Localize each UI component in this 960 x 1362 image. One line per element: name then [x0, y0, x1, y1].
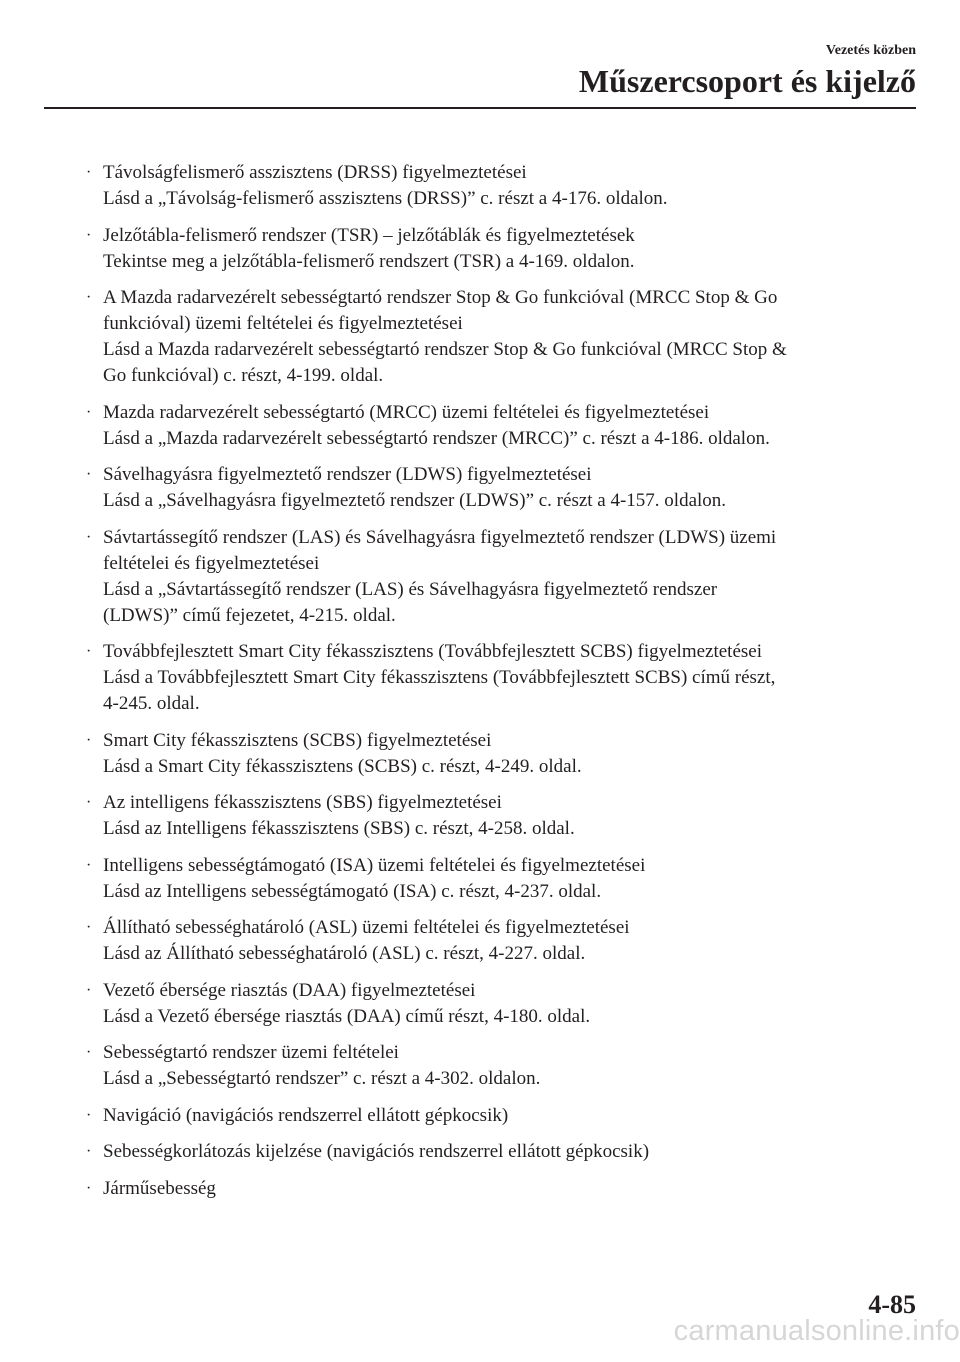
list-item	[86, 639, 916, 717]
item-title: Sebességkorlátozás kijelzése (navigációs rendszerrel ellátott gépkocsik)	[103, 1141, 650, 1162]
item-title: Smart City fékasszisztens (SCBS) figyelmeztetései	[103, 729, 492, 751]
item-text-line: Lásd az Intelligens fékasszisztens (SBS) c. részt, 4-258. oldal.	[103, 818, 575, 839]
chapter-title: Műszercsoport és kijelző	[578, 63, 916, 99]
list-item	[86, 1040, 916, 1092]
section-label: Vezetés közben	[825, 43, 916, 58]
list-item	[86, 728, 916, 780]
bullet-dot: ·	[86, 289, 92, 306]
item-title: Sávelhagyásra figyelmeztető rendszer (LDWS) figyelmeztetései	[103, 464, 592, 485]
item-title: Távolságfelismerő asszisztens (DRSS) figyelmeztetései	[103, 162, 527, 183]
bullet-dot: ·	[86, 528, 92, 546]
bullet-dot: ·	[86, 731, 92, 749]
item-title: Sávtartássegítő rendszer (LAS) és Sávelhagyásra figyelmeztető rendszer (LDWS) üzemi	[103, 526, 777, 548]
item-title: Jelzőtábla-felismerő rendszer (TSR) – jelzőtáblák és figyelmeztetések	[103, 224, 635, 246]
list-item	[86, 462, 916, 514]
item-text-line: feltételei és figyelmeztetései	[103, 552, 320, 574]
list-item	[86, 1139, 916, 1165]
bullet-dot: ·	[86, 1143, 92, 1160]
item-title: Vezető ébersége riasztás (DAA) figyelmeztetései	[103, 979, 476, 1001]
item-text-line: Lásd a Mazda radarvezérelt sebességtartó rendszer Stop & Go funkcióval (MRCC Stop &	[103, 339, 787, 360]
item-text-line: Lásd a „Sebességtartó rendszer” c. részt a 4-302. oldalon.	[103, 1068, 541, 1089]
item-text-line: Lásd az Állítható sebességhatároló (ASL) c. részt, 4-227. oldal.	[103, 943, 586, 964]
bullet-dot: ·	[86, 226, 92, 244]
bullet-dot: ·	[86, 1044, 92, 1061]
item-text-line: Lásd az Intelligens sebességtámogató (ISA) c. részt, 4-237. oldal.	[103, 880, 602, 902]
list-item	[86, 790, 916, 842]
list-item	[86, 978, 916, 1030]
item-text-line: Go funkcióval) c. részt, 4-199. oldal.	[103, 365, 384, 386]
bullet-dot: ·	[86, 164, 92, 181]
list-item	[86, 1176, 916, 1202]
bullet-dot: ·	[86, 403, 92, 421]
item-text-line: Lásd a Vezető ébersége riasztás (DAA) című részt, 4-180. oldal.	[103, 1005, 591, 1027]
bullet-dot: ·	[86, 1179, 92, 1197]
item-title: Továbbfejlesztett Smart City fékasszisztens (Továbbfejlesztett SCBS) figyelmeztetései	[103, 641, 762, 662]
item-text-line: 4-245. oldal.	[103, 693, 200, 714]
item-title: Járműsebesség	[103, 1177, 216, 1199]
watermark-text: carmanualsonline.info	[673, 1315, 960, 1347]
item-text-line: Lásd a „Sávtartássegítő rendszer (LAS) és Sávelhagyásra figyelmeztető rendszer	[103, 578, 718, 600]
item-text-line: Lásd a „Távolság-felismerő asszisztens (DRSS)” c. részt a 4-176. oldalon.	[103, 188, 668, 209]
item-title: Navigáció (navigációs rendszerrel ellátott gépkocsik)	[103, 1104, 509, 1126]
bullet-dot: ·	[86, 1106, 92, 1124]
bullet-dot: ·	[86, 981, 92, 999]
header-divider	[44, 107, 916, 109]
list-item	[86, 853, 916, 905]
page-header	[579, 42, 916, 100]
item-title: Állítható sebességhatároló (ASL) üzemi feltételei és figyelmeztetései	[103, 917, 630, 938]
item-title: Intelligens sebességtámogató (ISA) üzemi feltételei és figyelmeztetései	[103, 854, 646, 876]
item-text-line: Tekintse meg a jelzőtábla-felismerő rendszert (TSR) a 4-169. oldalon.	[103, 250, 635, 272]
item-text-line: (LDWS)” című fejezetet, 4-215. oldal.	[103, 604, 396, 626]
item-title: Sebességtartó rendszer üzemi feltételei	[103, 1042, 399, 1063]
bullet-dot: ·	[86, 794, 92, 811]
item-title: Az intelligens fékasszisztens (SBS) figyelmeztetései	[103, 792, 502, 813]
list-item	[86, 223, 916, 275]
list-item	[86, 160, 916, 212]
list-item	[86, 525, 916, 629]
list-item	[86, 915, 916, 967]
list-item	[86, 285, 916, 389]
bullet-list	[86, 160, 916, 1212]
list-item	[86, 400, 916, 452]
item-text-line: Lásd a Továbbfejlesztett Smart City fékasszisztens (Továbbfejlesztett SCBS) című részt,	[103, 667, 776, 688]
item-text-line: Lásd a „Mazda radarvezérelt sebességtartó rendszer (MRCC)” c. részt a 4-186. oldalon.	[103, 427, 770, 449]
bullet-dot: ·	[86, 466, 92, 483]
item-title: A Mazda radarvezérelt sebességtartó rendszer Stop & Go funkcióval (MRCC Stop & Go	[103, 287, 778, 308]
bullet-dot: ·	[86, 856, 92, 874]
item-text-line: funkcióval) üzemi feltételei és figyelmeztetései	[103, 313, 463, 334]
bullet-dot: ·	[86, 643, 92, 660]
item-title: Mazda radarvezérelt sebességtartó (MRCC) üzemi feltételei és figyelmeztetései	[103, 401, 710, 423]
item-text-line: Lásd a Smart City fékasszisztens (SCBS) c. részt, 4-249. oldal.	[103, 755, 582, 777]
page-number: 4-85	[868, 1290, 916, 1319]
item-text-line: Lásd a „Sávelhagyásra figyelmeztető rendszer (LDWS)” c. részt a 4-157. oldalon.	[103, 490, 727, 511]
list-item	[86, 1103, 916, 1129]
bullet-dot: ·	[86, 919, 92, 936]
